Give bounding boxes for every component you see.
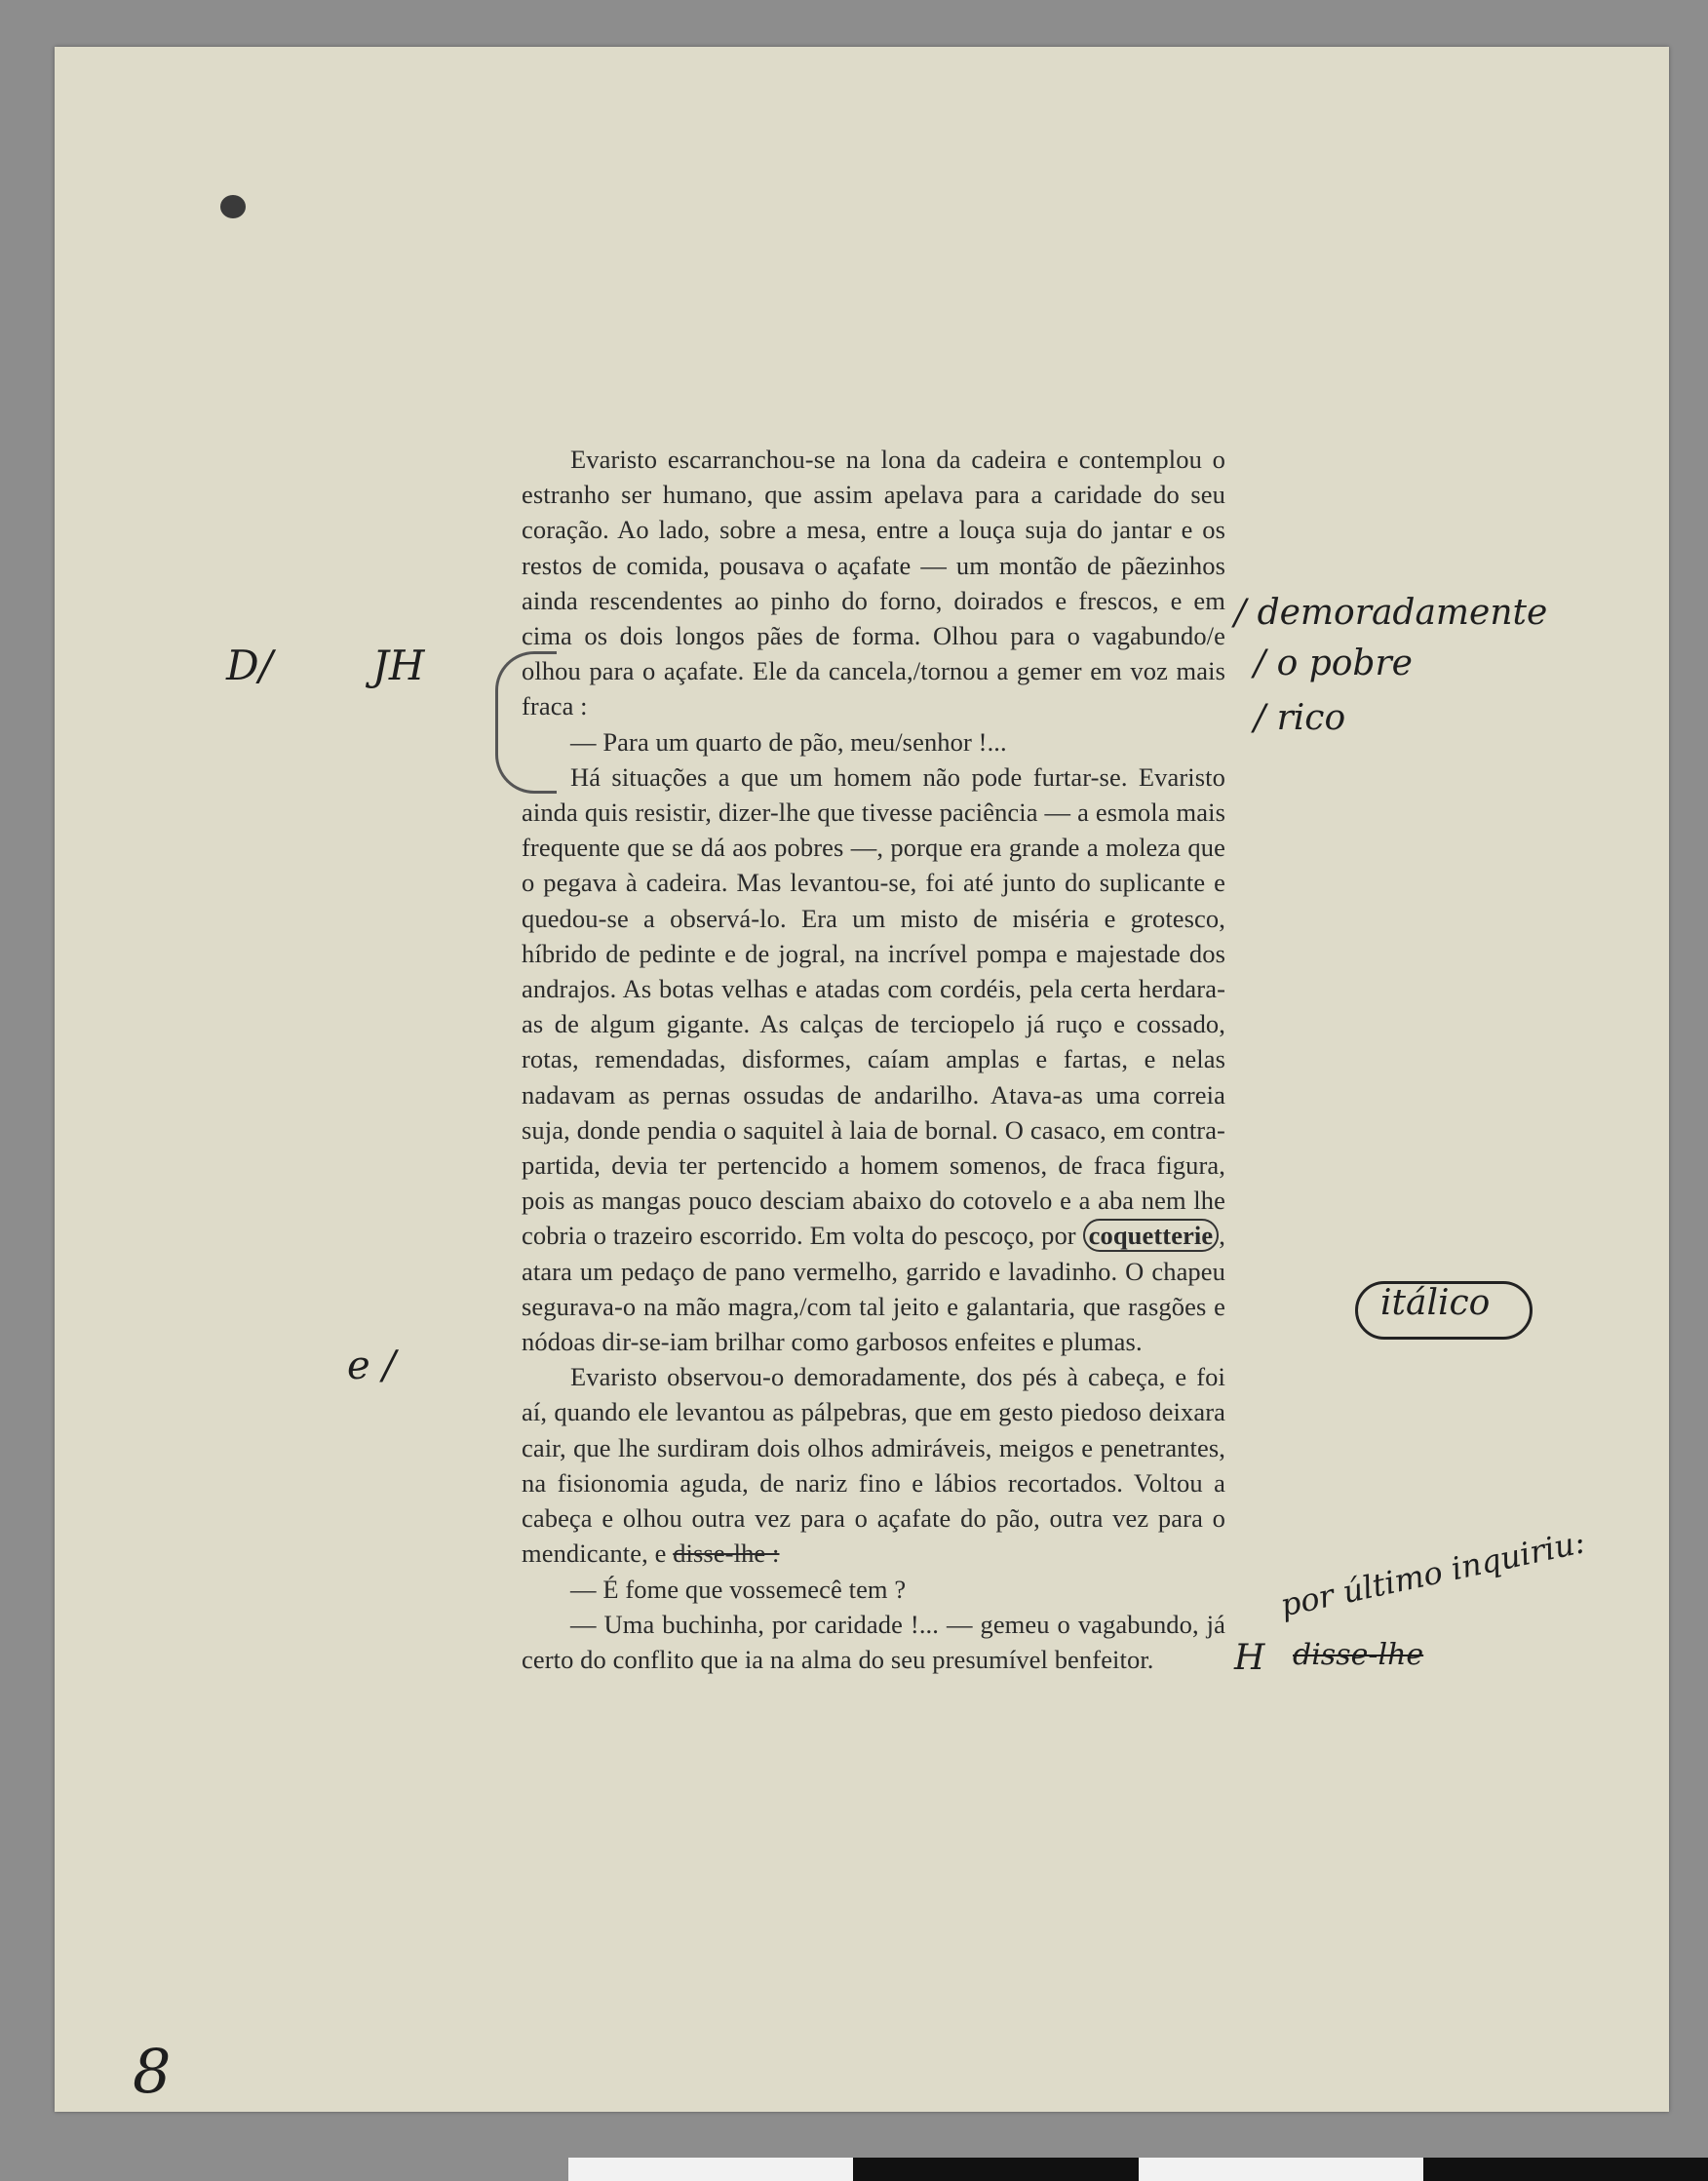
- struck-disse: disse-lhe :: [673, 1538, 780, 1569]
- page-number: 8: [133, 2036, 172, 2107]
- margin-note-por-ultimo: por último inquiriu:: [1277, 1523, 1589, 1624]
- margin-note-e: e /: [347, 1344, 396, 1388]
- paragraph-1: Evaristo escarranchou-se na lona da cadeira e contemplou o estranho ser humano, que assim apelava para a caridade do seu coração. Ao lado, sobre a mesa, entre a louça suja do jantar e os restos de comida, pousava o açafate — um montão de pãezinhos ainda rescendentes ao pinho do forno, doirados e frescos, e em cima os dois longos pães de forma. Olhou para o vagabundo/e olhou para o açafate. Ele da cancela,/tornou a gemer em voz mais fraca :: [522, 445, 1225, 721]
- typed-text-block: [522, 442, 1225, 1677]
- margin-note-italico: itálico: [1380, 1283, 1491, 1323]
- coquetterie-circled-word: coquetterie: [1083, 1219, 1220, 1252]
- margin-note-o-pobre: / o pobre: [1254, 643, 1413, 683]
- margin-note-d: D/: [226, 642, 273, 689]
- paragraph-3-rest: , atara um pedaço de pano vermelho, garrido e lavadinho. O chapeu segurava-o na mão magra,/com tal jeito e galantaria, que rasgões e nódoas dir-se-iam brilhar como garbosos enfeites e plumas.: [522, 1221, 1225, 1357]
- margin-note-jh: JH: [372, 642, 425, 689]
- margin-bracket: [495, 651, 557, 794]
- scale-ruler: [568, 2158, 1708, 2181]
- paragraph-4: [522, 1359, 1225, 1571]
- paragraph-4-text: Evaristo observou-o demoradamente, dos pés à cabeça, e foi aí, quando ele levantou as pálpebras, que em gesto piedoso deixara cair, que lhe surdiram dois olhos admiráveis, meigos e penetrantes, na fisionomia aguda, de nariz fino e lábios recortados. Voltou a cabeça e olhou outra vez para o açafate do pão, outra vez para o mendicante, e: [522, 1362, 1225, 1569]
- margin-note-rico: / rico: [1254, 698, 1346, 738]
- margin-note-h: H: [1234, 1638, 1265, 1678]
- paragraph-5: — É fome que vossemecê tem ?: [570, 1574, 907, 1604]
- paragraph-2: — Para um quarto de pão, meu/senhor !...: [570, 726, 1007, 757]
- paragraph-6: — Uma buchinha, por caridade !... — gemeu o vagabundo, já certo do conflito que ia na alma do seu presumível benfeitor.: [522, 1609, 1225, 1674]
- margin-note-struck: disse-lhe: [1293, 1638, 1424, 1672]
- manuscript-page: [55, 47, 1669, 2112]
- punch-hole: [220, 195, 246, 218]
- paragraph-3: [522, 759, 1225, 1359]
- margin-note-demoradamente: / demoradamente: [1234, 593, 1548, 633]
- paragraph-3-text: Há situações a que um homem não pode furtar-se. Evaristo ainda quis resistir, dizer-lhe que tivesse paciência — a esmola mais frequente que se dá aos pobres —, porque era grande a moleza que o pegava à cadeira. Mas levantou-se, foi até junto do suplicante e quedou-se a observá-lo. Era um misto de miséria e grotesco, híbrido de pedinte e de jogral, na incrível pompa e majestade dos andrajos. As botas velhas e atadas com cordéis, pela certa herdara-as de algum gigante. As calças de terciopelo já ruço e cossado, rotas, remendadas, disformes, caíam amplas e fartas, e nelas nadavam as pernas ossudas de andarilho. Atava-as uma correia suja, donde pendia o saquitel à laia de bornal. O casaco, em contra-partida, devia ter pertencido a homem somenos, de fraca figura, pois as mangas pouco desciam abaixo do cotovelo e a aba nem lhe cobria o trazeiro escorrido. Em volta do pescoço, por: [522, 761, 1225, 1251]
